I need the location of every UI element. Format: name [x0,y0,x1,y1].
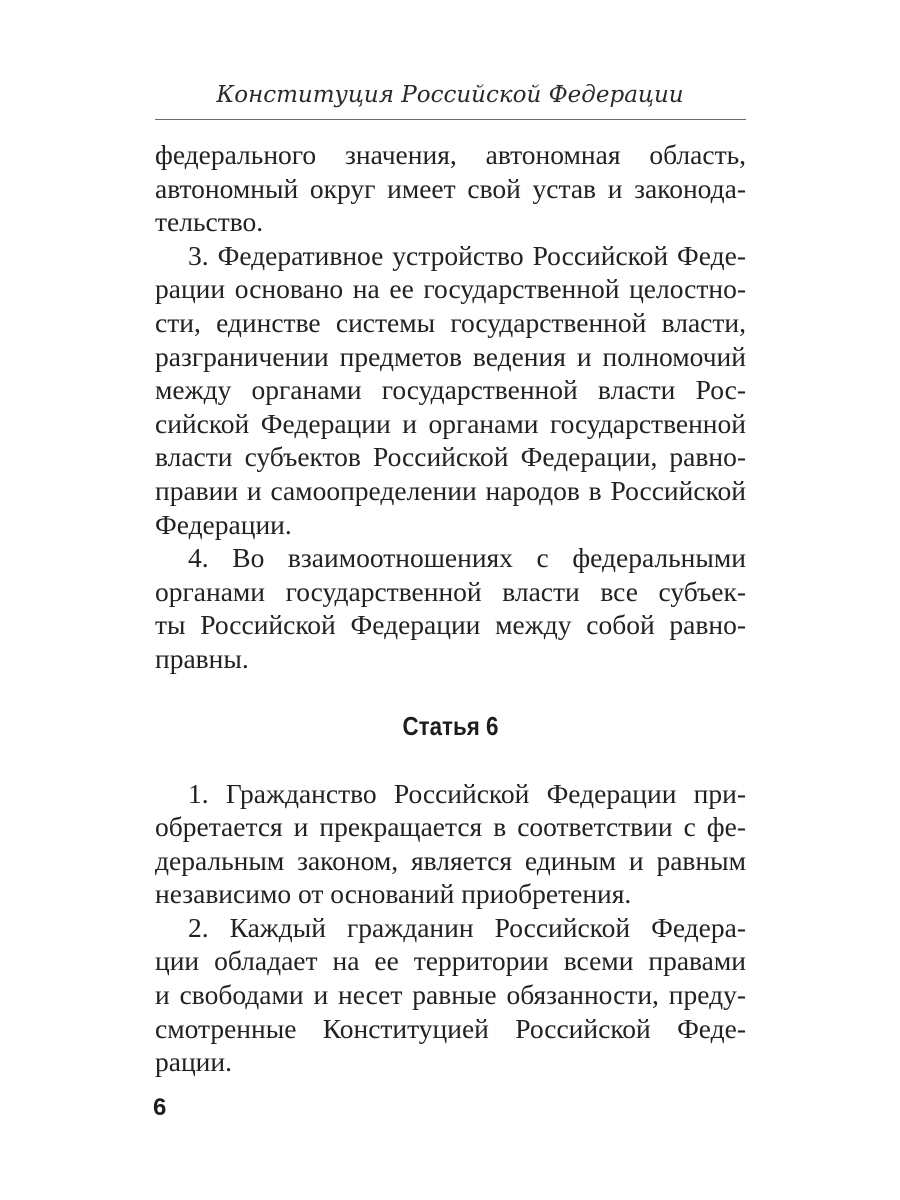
text-line: правны. [155,642,249,674]
paragraph-continuation [155,138,746,239]
text-line: независимо от оснований приобретения. [155,878,632,910]
text-line: 4. Во взаимоотношениях с федеральными [188,542,746,574]
paragraph-3 [155,239,746,541]
text-line: автономный округ имеет свой устав и законода- [155,172,746,204]
header-rule [155,119,746,120]
text-line: деральным законом, является единым и равным [155,844,746,876]
article-6-paragraph-1 [155,777,746,911]
text-line: рации. [155,1046,232,1078]
text-line: между органами государственной власти Рос- [155,374,746,406]
running-head-title: Конституция Российской Федерации [216,82,684,108]
text-line: тельство. [155,206,264,238]
text-line: разграничении предметов ведения и полномочий [155,340,746,372]
article-heading: Статья 6 [402,710,499,741]
article-6-paragraph-2 [155,911,746,1079]
text-line: органами государственной власти все субъек- [155,575,746,607]
text-line: ции обладает на ее территории всеми правами [155,945,746,977]
text-line: 1. Гражданство Российской Федерации при- [188,777,746,809]
text-line: обретается и прекращается в соответствии с фе- [155,811,746,843]
text-line: сийской Федерации и органами государственной [155,407,746,439]
text-line: 2. Каждый гражданин Российской Федера- [188,911,746,943]
text-line: власти субъектов Российской Федерации, равно- [155,441,746,473]
text-line: рации основано на ее государственной целостно- [155,273,746,305]
page-number: 6 [153,1094,167,1121]
page-body [155,138,746,1079]
text-line: Федерации. [155,508,292,540]
text-line: ты Российской Федерации между собой равно- [155,609,746,641]
article-heading-block [155,676,746,777]
text-line: правии и самоопределении народов в Российской [155,474,746,506]
text-line: федерального значения, автономная область, [155,139,746,170]
text-line: и свободами и несет равные обязанности, преду- [155,979,746,1011]
paragraph-4 [155,541,746,675]
text-line: 3. Федеративное устройство Российской Феде- [188,239,746,271]
text-line: сти, единстве системы государственной власти, [155,306,746,338]
text-line: смотренные Конституцией Российской Феде- [155,1012,746,1044]
